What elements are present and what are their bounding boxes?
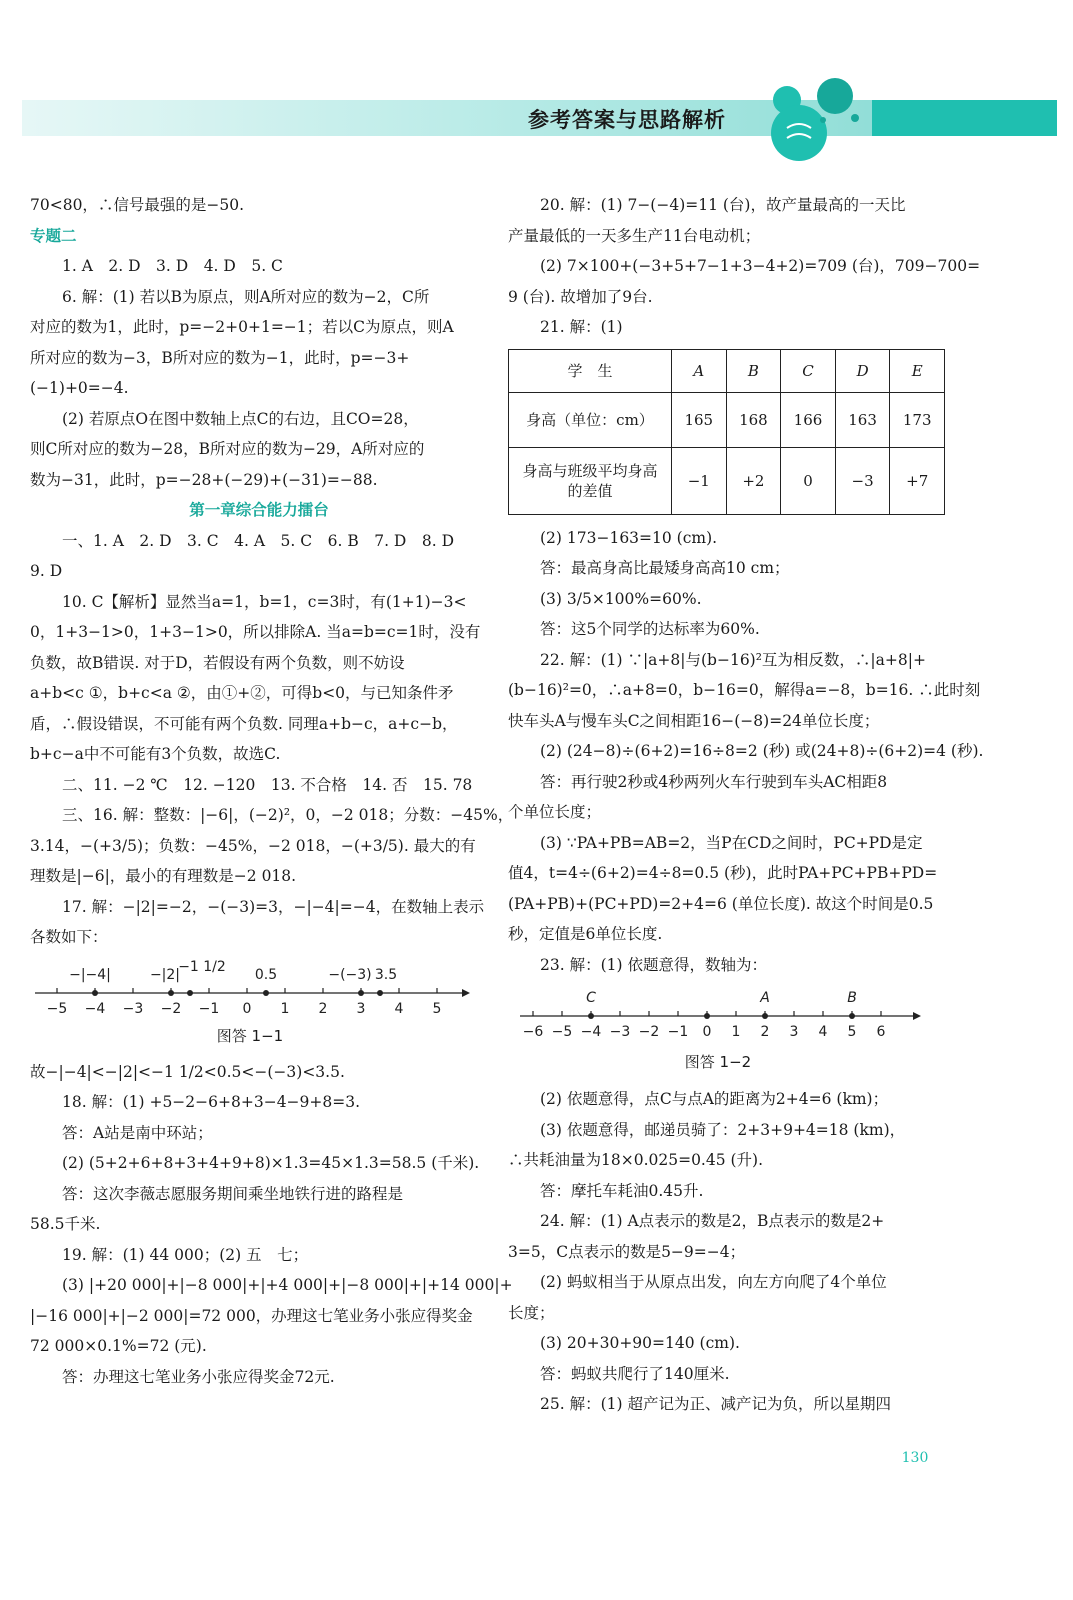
table-cell-line: 身高与班级平均身高 [522,461,658,480]
table-cell: −1 [672,447,727,514]
text-line: 3.14，−(+3/5)；负数：−45%，−2 018，−(+3/5). 最大的有 [30,836,476,855]
text-line: 答：摩托车耗油0.45升. [540,1181,704,1200]
table-cell: +2 [726,447,781,514]
table-cell: 身高（单位：cm） [509,392,672,447]
tick-label: 0 [242,1000,252,1017]
tick-label: 2 [760,1024,770,1040]
chapter-heading: 第一章综合能力擂台 [189,501,329,519]
bubbles-decoration-icon [765,78,875,168]
table-cell: 163 [835,392,890,447]
point-label: −|2| [149,966,181,983]
table-cell: +7 [890,447,945,514]
text-line: 0，1+3−1>0，1+3−1>0，所以排除A. 当a=b=c=1时，没有 [30,623,481,641]
origin-marker [704,1013,710,1019]
text-line: (b−16)²=0，∴a+8=0，b−16=0，解得a=−8，b=16. ∴此时刻 [508,681,981,699]
number-line-figure-1 [30,957,470,1023]
point-label: B [847,990,857,1006]
table-row [509,392,945,447]
text-line: 负数，故B错误. 对于D，若假设有两个负数，则不妨设 [30,653,405,672]
tick-label: −5 [551,1024,573,1040]
point-label: 3.5 [374,966,398,983]
text-line: 20. 解：(1) 7−(−4)=11 (台)，故产量最高的一天比 [540,196,906,214]
tick-label: 1 [731,1024,741,1040]
text-line: 10. C【解析】显然当a=1，b=1，c=3时，有(1+1)−3< [62,592,467,611]
table-cell: E [890,349,945,392]
left-column [30,190,514,1392]
right-column [508,190,984,1420]
table-cell: 168 [726,392,781,447]
point-marker [762,1013,768,1019]
point-marker [187,990,193,996]
text-line: 24. 解：(1) A点表示的数是2，B点表示的数是2+ [540,1212,885,1230]
table-cell-line: 的差值 [567,481,613,500]
tick-label: −5 [46,1000,68,1017]
text-line: (3) |+20 000|+|−8 000|+|+4 000|+|−8 000|+|+14 000|+ [62,1276,513,1294]
text-line: 答：最高身高比最矮身高高10 cm； [540,559,790,577]
point-marker [168,990,174,996]
point-label: 0.5 [254,966,278,983]
text-line: 值4，t=4÷(6+2)=4÷8=0.5 (秒)，此时PA+PC+PB+PD= [508,864,938,882]
text-line: 各数如下： [30,928,108,946]
text-line: 58.5千米. [30,1215,101,1233]
table-cell: 学 生 [509,349,672,392]
text-line: 19. 解：(1) 44 000；(2) 五 七； [62,1245,309,1264]
text-line: (PA+PB)+(PC+PD)=2+4=6 (单位长度). 故这个时间是0.5 [508,894,934,913]
point-marker [849,1013,855,1019]
text-line: 答：办理这七笔业务小张应得奖金72元. [62,1367,335,1386]
text-line: 9 (台). 故增加了9台. [508,287,653,306]
text-line: 秒，定值是6单位长度. [508,925,663,943]
text-line: 25. 解：(1) 超产记为正、减产记为负，所以星期四 [540,1395,891,1413]
text-line: (3) 20+30+90=140 (cm). [540,1334,740,1352]
header-accent-bar [872,100,1057,136]
text-line: 17. 解：−|2|=−2，−(−3)=3，−|−4|=−4，在数轴上表示 [62,897,485,916]
text-line: 22. 解：(1) ∵|a+8|与(b−16)²互为相反数，∴|a+8|+ [540,650,926,669]
text-line: 理数是|−6|，最小的有理数是−2 018. [30,867,297,885]
text-line: 数为−31，此时，p=−28+(−29)+(−31)=−88. [30,470,378,489]
text-line: 6. 解：(1) 若以B为原点，则A所对应的数为−2，C所 [62,287,430,306]
text-line: 二、11. −2 ℃ 12. −120 13. 不合格 14. 否 15. 78 [62,775,473,794]
text-line: b+c−a中不可能有3个负数，故选C. [30,745,281,763]
point-marker [588,1013,594,1019]
point-label: −(−3) [328,966,372,983]
text-line: 答：这次李薇志愿服务期间乘坐地铁行进的路程是 [62,1184,404,1203]
text-line: 个单位长度； [508,803,602,821]
tick-label: 3 [789,1024,799,1040]
tick-label: −2 [160,1000,182,1017]
text-line: (2) 依题意得，点C与点A的距离为2+4=6 (km)； [540,1090,889,1108]
section-heading: 专题二 [30,226,77,245]
table-cell: 173 [890,392,945,447]
tick-label: −4 [580,1024,602,1040]
text-line: 一、1. A 2. D 3. C 4. A 5. C 6. B 7. D 8. D [62,531,455,550]
text-line: (2) (5+2+6+8+3+4+9+8)×1.3=45×1.3=58.5 (千米). [62,1154,480,1172]
point-marker [263,990,269,996]
tick-label: 1 [280,1000,290,1017]
text-line: (3) 依题意得，邮递员骑了：2+3+9+4=18 (km)， [540,1120,906,1139]
table-cell: 0 [781,447,836,514]
tick-label: −3 [609,1024,631,1040]
figure-caption: 图答 1−2 [684,1053,752,1071]
text-line: 对应的数为1，此时，p=−2+0+1=−1；若以C为原点，则A [30,318,454,336]
tick-label: 5 [847,1024,857,1040]
table-cell: 166 [781,392,836,447]
tick-label: 5 [432,1000,442,1017]
text-line: |−16 000|+|−2 000|=72 000，办理这七笔业务小张应得奖金 [30,1306,473,1325]
height-table [508,349,945,515]
header-title: 参考答案与思路解析 [528,107,726,132]
table-cell: C [781,349,836,392]
tick-label: 0 [702,1024,712,1040]
table-cell [509,447,672,514]
text-line: 72 000×0.1%=72 (元). [30,1337,207,1355]
text-line: 答：A站是南中环站； [62,1123,213,1142]
point-label: −|−4| [69,966,111,983]
text-line: ∴共耗油量为18×0.025=0.45 (升). [508,1151,764,1169]
text-line: 故−|−4|<−|2|<−1 1/2<0.5<−(−3)<3.5. [30,1062,345,1081]
tick-label: −1 [667,1024,689,1040]
text-line: 所对应的数为−3，B所对应的数为−1，此时，p=−3+ [30,348,410,367]
text-line: (−1)+0=−4. [30,379,129,397]
text-line: 答：蚂蚁共爬行了140厘米. [540,1364,730,1383]
tick-label: 2 [318,1000,328,1017]
text-line: (2) 蚂蚁相当于从原点出发，向左方向爬了4个单位 [540,1273,887,1291]
table-cell: A [672,349,727,392]
text-line: 长度； [508,1303,555,1322]
point-label: −1 1/2 [178,958,226,975]
point-marker [92,990,98,996]
text-line: 快车头A与慢车头C之间相距16−(−8)=24单位长度； [508,711,880,730]
text-line: (3) 3/5×100%=60%. [540,589,702,608]
text-line: 三、16. 解：整数：|−6|，(−2)²，0，−2 018；分数：−45%， [62,806,514,824]
tick-label: 4 [818,1024,828,1040]
tick-label: −3 [122,1000,144,1017]
table-row [509,349,945,392]
number-line-figure-2 [508,984,948,1044]
point-label: C [586,990,596,1006]
tick-label: −4 [84,1000,106,1017]
text-line: (2) 173−163=10 (cm). [540,528,718,547]
point-marker [358,990,364,996]
text-line: a+b<c ①，b+c<a ②，由①+②，可得b<0，与已知条件矛 [30,684,454,702]
table-row [509,447,945,514]
text-line: 答：再行驶2秒或4秒两列火车行驶到车头AC相距8 [540,772,888,791]
page-number: 130 [901,1450,929,1466]
text-line: 产量最低的一天多生产11台电动机； [508,226,761,245]
text-line: 9. D [30,562,63,580]
text-line: 1. A 2. D 3. D 4. D 5. C [62,257,283,275]
text-line: 18. 解：(1) +5−2−6+8+3−4−9+8=3. [62,1093,361,1111]
tick-label: 4 [394,1000,404,1017]
text-line: 则C所对应的数为−28，B所对应的数为−29，A所对应的 [30,440,425,458]
tick-label: 3 [356,1000,366,1017]
table-cell: 165 [672,392,727,447]
point-label: A [760,990,770,1006]
text-line: (3) ∵PA+PB=AB=2，当P在CD之间时，PC+PD是定 [540,833,923,852]
text-line: 21. 解：(1) [540,318,623,336]
text-line: 23. 解：(1) 依题意得，数轴为： [540,955,767,974]
tick-label: −1 [198,1000,220,1017]
tick-label: −6 [522,1024,544,1040]
text-line: 70<80，∴信号最强的是−50. [30,196,245,214]
text-line: (2) (24−8)÷(6+2)=16÷8=2 (秒) 或(24+8)÷(6+2)=4 (秒). [540,742,984,760]
table-cell: B [726,349,781,392]
tick-label: 6 [876,1024,886,1040]
tick-label: −2 [638,1024,660,1040]
table-cell: D [835,349,890,392]
text-line: (2) 若原点O在图中数轴上点C的右边，且CO=28， [62,409,419,428]
text-line: 答：这5个同学的达标率为60%. [540,620,760,638]
text-line: 3=5，C点表示的数是5−9=−4； [508,1242,746,1261]
text-line: (2) 7×100+(−3+5+7−1+3−4+2)=709 (台)，709−700= [540,257,981,275]
text-line: 盾，∴假设错误，不可能有两个负数. 同理a+b−c，a+c−b， [30,714,458,733]
table-cell: −3 [835,447,890,514]
figure-caption: 图答 1−1 [216,1026,284,1045]
point-marker [377,990,383,996]
